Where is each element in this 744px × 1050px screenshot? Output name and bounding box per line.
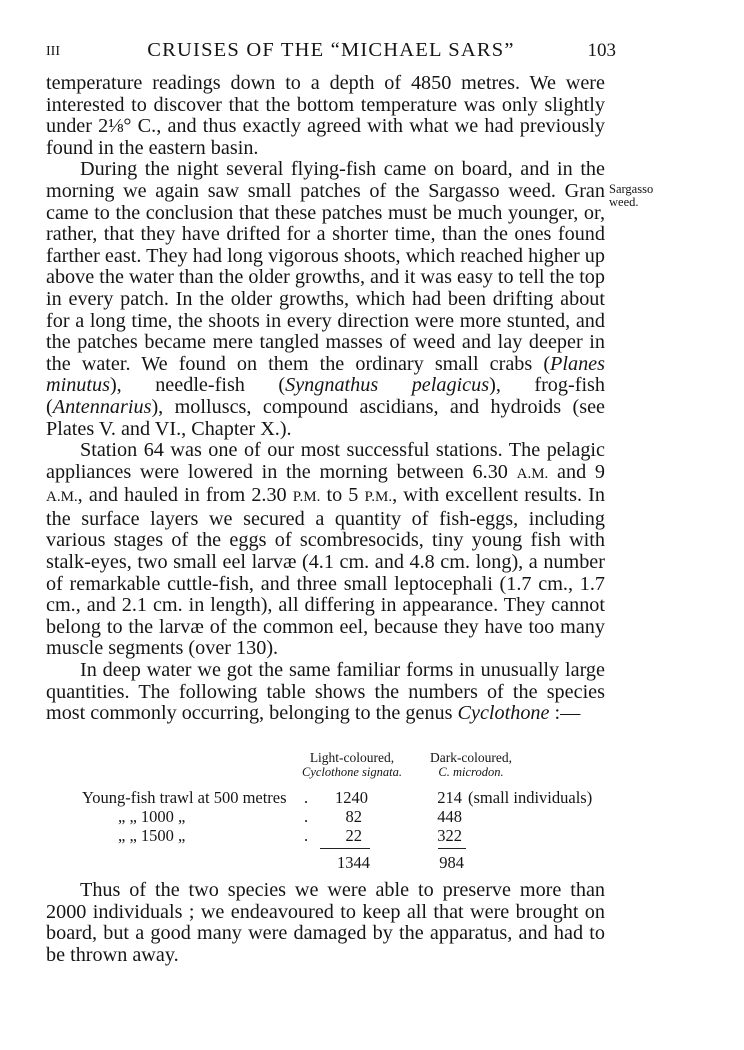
species-name: Syngnathus pelagicus bbox=[285, 374, 490, 397]
chapter-signature: III bbox=[46, 44, 60, 59]
page-number: 103 bbox=[587, 40, 616, 61]
sum-rule-dark bbox=[438, 848, 466, 849]
table-totals-row: 1344 984 bbox=[337, 853, 464, 872]
paragraph-sargasso: During the night several flying-fish came on board, and in the morning we again saw small patches of the Sargasso weed. Gran came to the conclusion that these patches must be much younger, or, rather, that they have drifted for a shorter time, than the ones found farther east. They had long vigorous shoots, which reached higher up above the water than the older growths, and it was easy to tell the top in every patch. In the older growths, which had been drifting about for a long time, the shoots in every direction were more stunted, and the patches became mere tangled masses of weed and lay deeper in the water. We found on them the ordinary small crabs (Planes minutus), needle-fish (Syngnathus pelagicus), frog-fish (Antennarius), molluscs, compound ascidians, and hydroids (see Plates V. and VI., Chapter X.). bbox=[46, 158, 606, 440]
paragraph-conclusion: Thus of the two species we were able to preserve more than 2000 individuals ; we endeavoured to keep all that were brought on board, but a good many were damaged by the apparatus, and had to be thrown away. bbox=[46, 879, 605, 966]
column-header-dark: Dark-coloured, C. microdon. bbox=[429, 750, 513, 779]
body-text-bottom bbox=[46, 880, 605, 966]
margin-note-line: weed. bbox=[609, 195, 639, 209]
paragraph-deep-water: In deep water we got the same familiar forms in unusually large quantities. The following table shows the numbers of the species most commonly occurring, belonging to the genus Cyclothone :— bbox=[46, 659, 605, 725]
margin-note bbox=[609, 183, 669, 209]
margin-note-line: Sargasso bbox=[609, 182, 654, 196]
running-header bbox=[46, 36, 616, 70]
running-title: CRUISES OF THE “MICHAEL SARS” bbox=[147, 39, 515, 61]
species-name: Planes minutus bbox=[46, 352, 605, 397]
genus-name: Cyclothone bbox=[457, 702, 550, 725]
table-row: Young-fish trawl at 500 metres . 1240 214 (small individuals) bbox=[82, 788, 593, 807]
table-row: „ „ 1000 „ . 82 448 bbox=[118, 807, 462, 826]
column-header-light: Light-coloured, Cyclothone signata. bbox=[302, 750, 402, 779]
paragraph-station-64: Station 64 was one of our most successful stations. The pelagic appliances were lowered in the morning between 6.30 A.M. and 9 A.M., and hauled in from 2.30 P.M. to 5 P.M., with excellent results. In the surface layers we secured a quantity of fish-eggs, including various stages of the eggs of scombresocids, tiny young fish with stalk-eyes, two small eel larvæ (4.1 cm. and 4.8 cm. long), a number of remarkable cuttle-fish, and three small leptocephali (1.7 cm., 1.7 cm., and 2.1 cm. in length), all differing in appearance. They cannot belong to the larvæ of the common eel, because they have too many muscle segments (over 130). bbox=[46, 439, 605, 660]
body-text-top bbox=[46, 73, 605, 725]
table-row: „ „ 1500 „ . 22 322 bbox=[118, 826, 462, 845]
sum-rule-light bbox=[320, 848, 370, 849]
paragraph-temperature: temperature readings down to a depth of 4850 metres. We were interested to discover that the bottom temperature was only slightly under 2⅛° C., and thus exactly agreed with what we had previously found in the eastern basin. bbox=[46, 72, 605, 159]
species-name: Antennarius bbox=[52, 395, 152, 418]
